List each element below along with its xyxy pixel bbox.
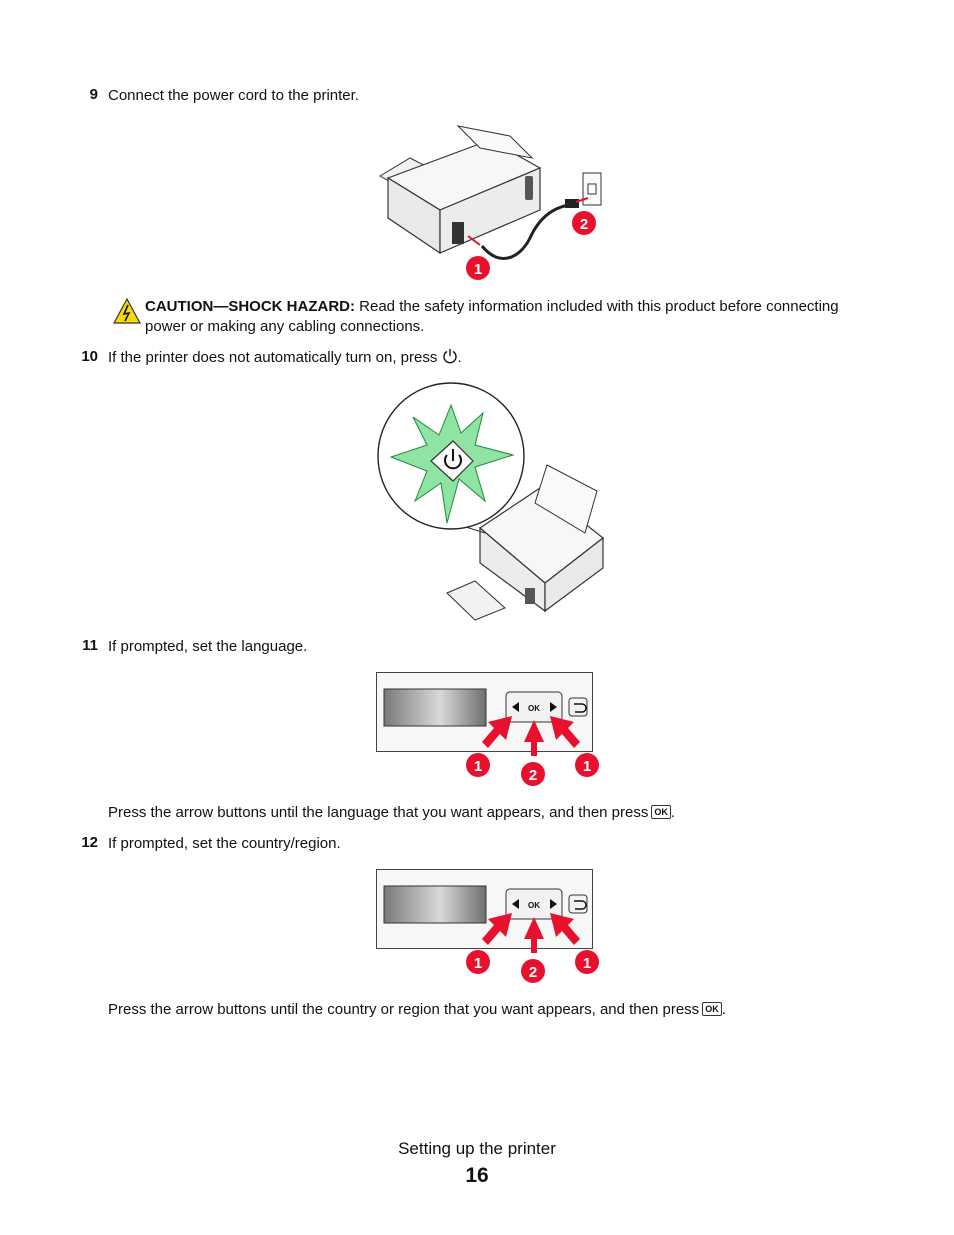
callout-2-center-2: 2 xyxy=(528,964,538,981)
caution-shock-icon xyxy=(113,297,141,325)
panel-ok-label-2: OK xyxy=(528,901,540,910)
ok-key-icon-2: OK xyxy=(702,1002,722,1016)
step-text-11: If prompted, set the language. xyxy=(108,638,308,655)
caution-label: CAUTION—SHOCK HAZARD: xyxy=(145,298,355,315)
callout-2-center: 2 xyxy=(528,767,538,784)
callout-1-right: 1 xyxy=(582,758,592,775)
callout-1-left-2: 1 xyxy=(473,955,483,972)
step-number-12: 12 xyxy=(81,834,98,851)
callout-2: 2 xyxy=(579,216,589,233)
instruction-language-text: Press the arrow buttons until the language that you want appears, and then press xyxy=(108,804,649,821)
step-number-10: 10 xyxy=(81,348,98,365)
step-number-11: 11 xyxy=(82,637,98,654)
step-text-12: If prompted, set the country/region. xyxy=(108,835,341,852)
page-number: 16 xyxy=(465,1164,489,1187)
footer-section-title: Setting up the printer xyxy=(398,1139,556,1158)
instruction-country: Press the arrow buttons until the country or region that you want appears, and then press OK . xyxy=(108,1001,726,1018)
ok-key-icon: OK xyxy=(651,805,671,819)
callout-1: 1 xyxy=(473,261,483,278)
printer-power-cord-illustration xyxy=(370,118,610,283)
panel-ok-label: OK xyxy=(528,704,540,713)
step-number-9: 9 xyxy=(89,86,98,103)
callout-1-left: 1 xyxy=(473,758,483,775)
control-panel-illustration-country xyxy=(376,869,596,989)
step-text-10: If the printer does not automatically turn on, press . xyxy=(108,349,462,366)
step-text-9: Connect the power cord to the printer. xyxy=(108,87,359,104)
power-icon xyxy=(442,348,458,364)
caution-text: Read the safety information included with this product before connecting power or making any cabling connections. xyxy=(145,298,839,335)
instruction-country-text: Press the arrow buttons until the country or region that you want appears, and then press xyxy=(108,1001,700,1018)
step-text-10-label: If the printer does not automatically turn on, press xyxy=(108,349,438,366)
caution-shock-hazard xyxy=(145,297,875,337)
callout-1-right-2: 1 xyxy=(582,955,592,972)
power-button-illustration xyxy=(375,383,607,623)
control-panel-illustration-language xyxy=(376,672,596,792)
instruction-language: Press the arrow buttons until the language that you want appears, and then press OK . xyxy=(108,804,676,821)
